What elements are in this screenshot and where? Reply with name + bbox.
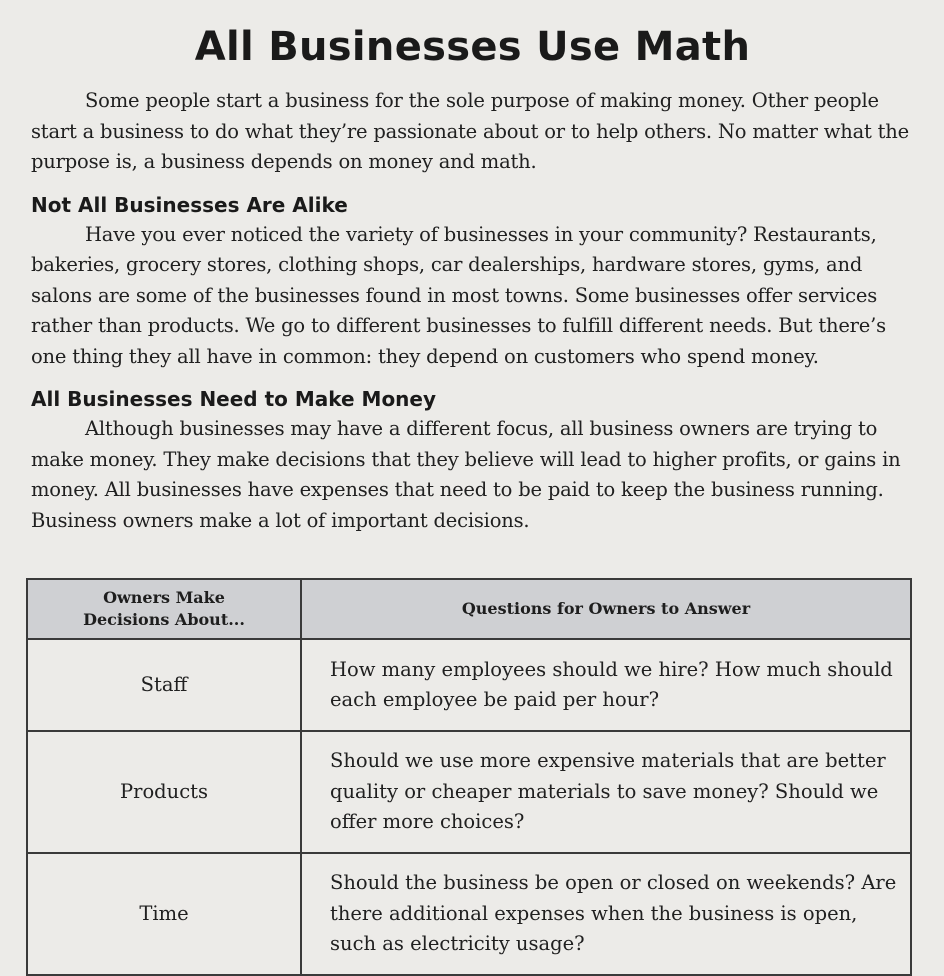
header-decisions-about-line2: Decisions About... [83,610,245,629]
page-title: All Businesses Use Math [194,24,751,70]
section-body-not-alike: Have you ever noticed the variety of businesses in your community? Restaurants, bakeries, grocery stores, clothing shops, car dealerships, hardware stores, gyms, and salons are some of the businesses found in most towns. Some businesses offer services rather than products. We go to different businesses to fulfill different needs. But there’s one thing they all have in common: they depend on customers who spend money. [31,222,886,368]
decisions-table [26,578,912,976]
table-header-row [27,579,911,639]
row-questions-staff: How many employees should we hire? How much should each employee be paid per hour? [301,639,911,731]
row-topic-staff: Staff [27,639,301,731]
row-topic-time: Time [27,853,301,975]
header-decisions-about-line1: Owners Make [103,588,225,607]
row-questions-products: Should we use more expensive materials that are better quality or cheaper materials to save money? Should we offer more choices? [301,731,911,853]
section-body-make-money: Although businesses may have a different focus, all business owners are trying to make money. They make decisions that they believe will lead to higher profits, or gains in money. All businesses have expenses that need to be paid to keep the business running. Business owners make a lot of important decisions. [31,417,901,532]
row-topic-products: Products [27,731,301,853]
row-questions-time: Should the business be open or closed on weekends? Are there additional expenses when the business is open, such as electricity usage? [301,853,911,975]
section-heading-make-money: All Businesses Need to Make Money [31,387,437,411]
header-questions: Questions for Owners to Answer [301,579,911,639]
section-heading-not-alike: Not All Businesses Are Alike [31,192,348,217]
intro-paragraph: Some people start a business for the sole purpose of making money. Other people start a business to do what they’re passionate about or to help others. No matter what the purpose is, a business depends on money and math. [31,89,910,173]
table-row [27,639,911,731]
table-row [27,731,911,853]
header-decisions-about [27,579,301,639]
